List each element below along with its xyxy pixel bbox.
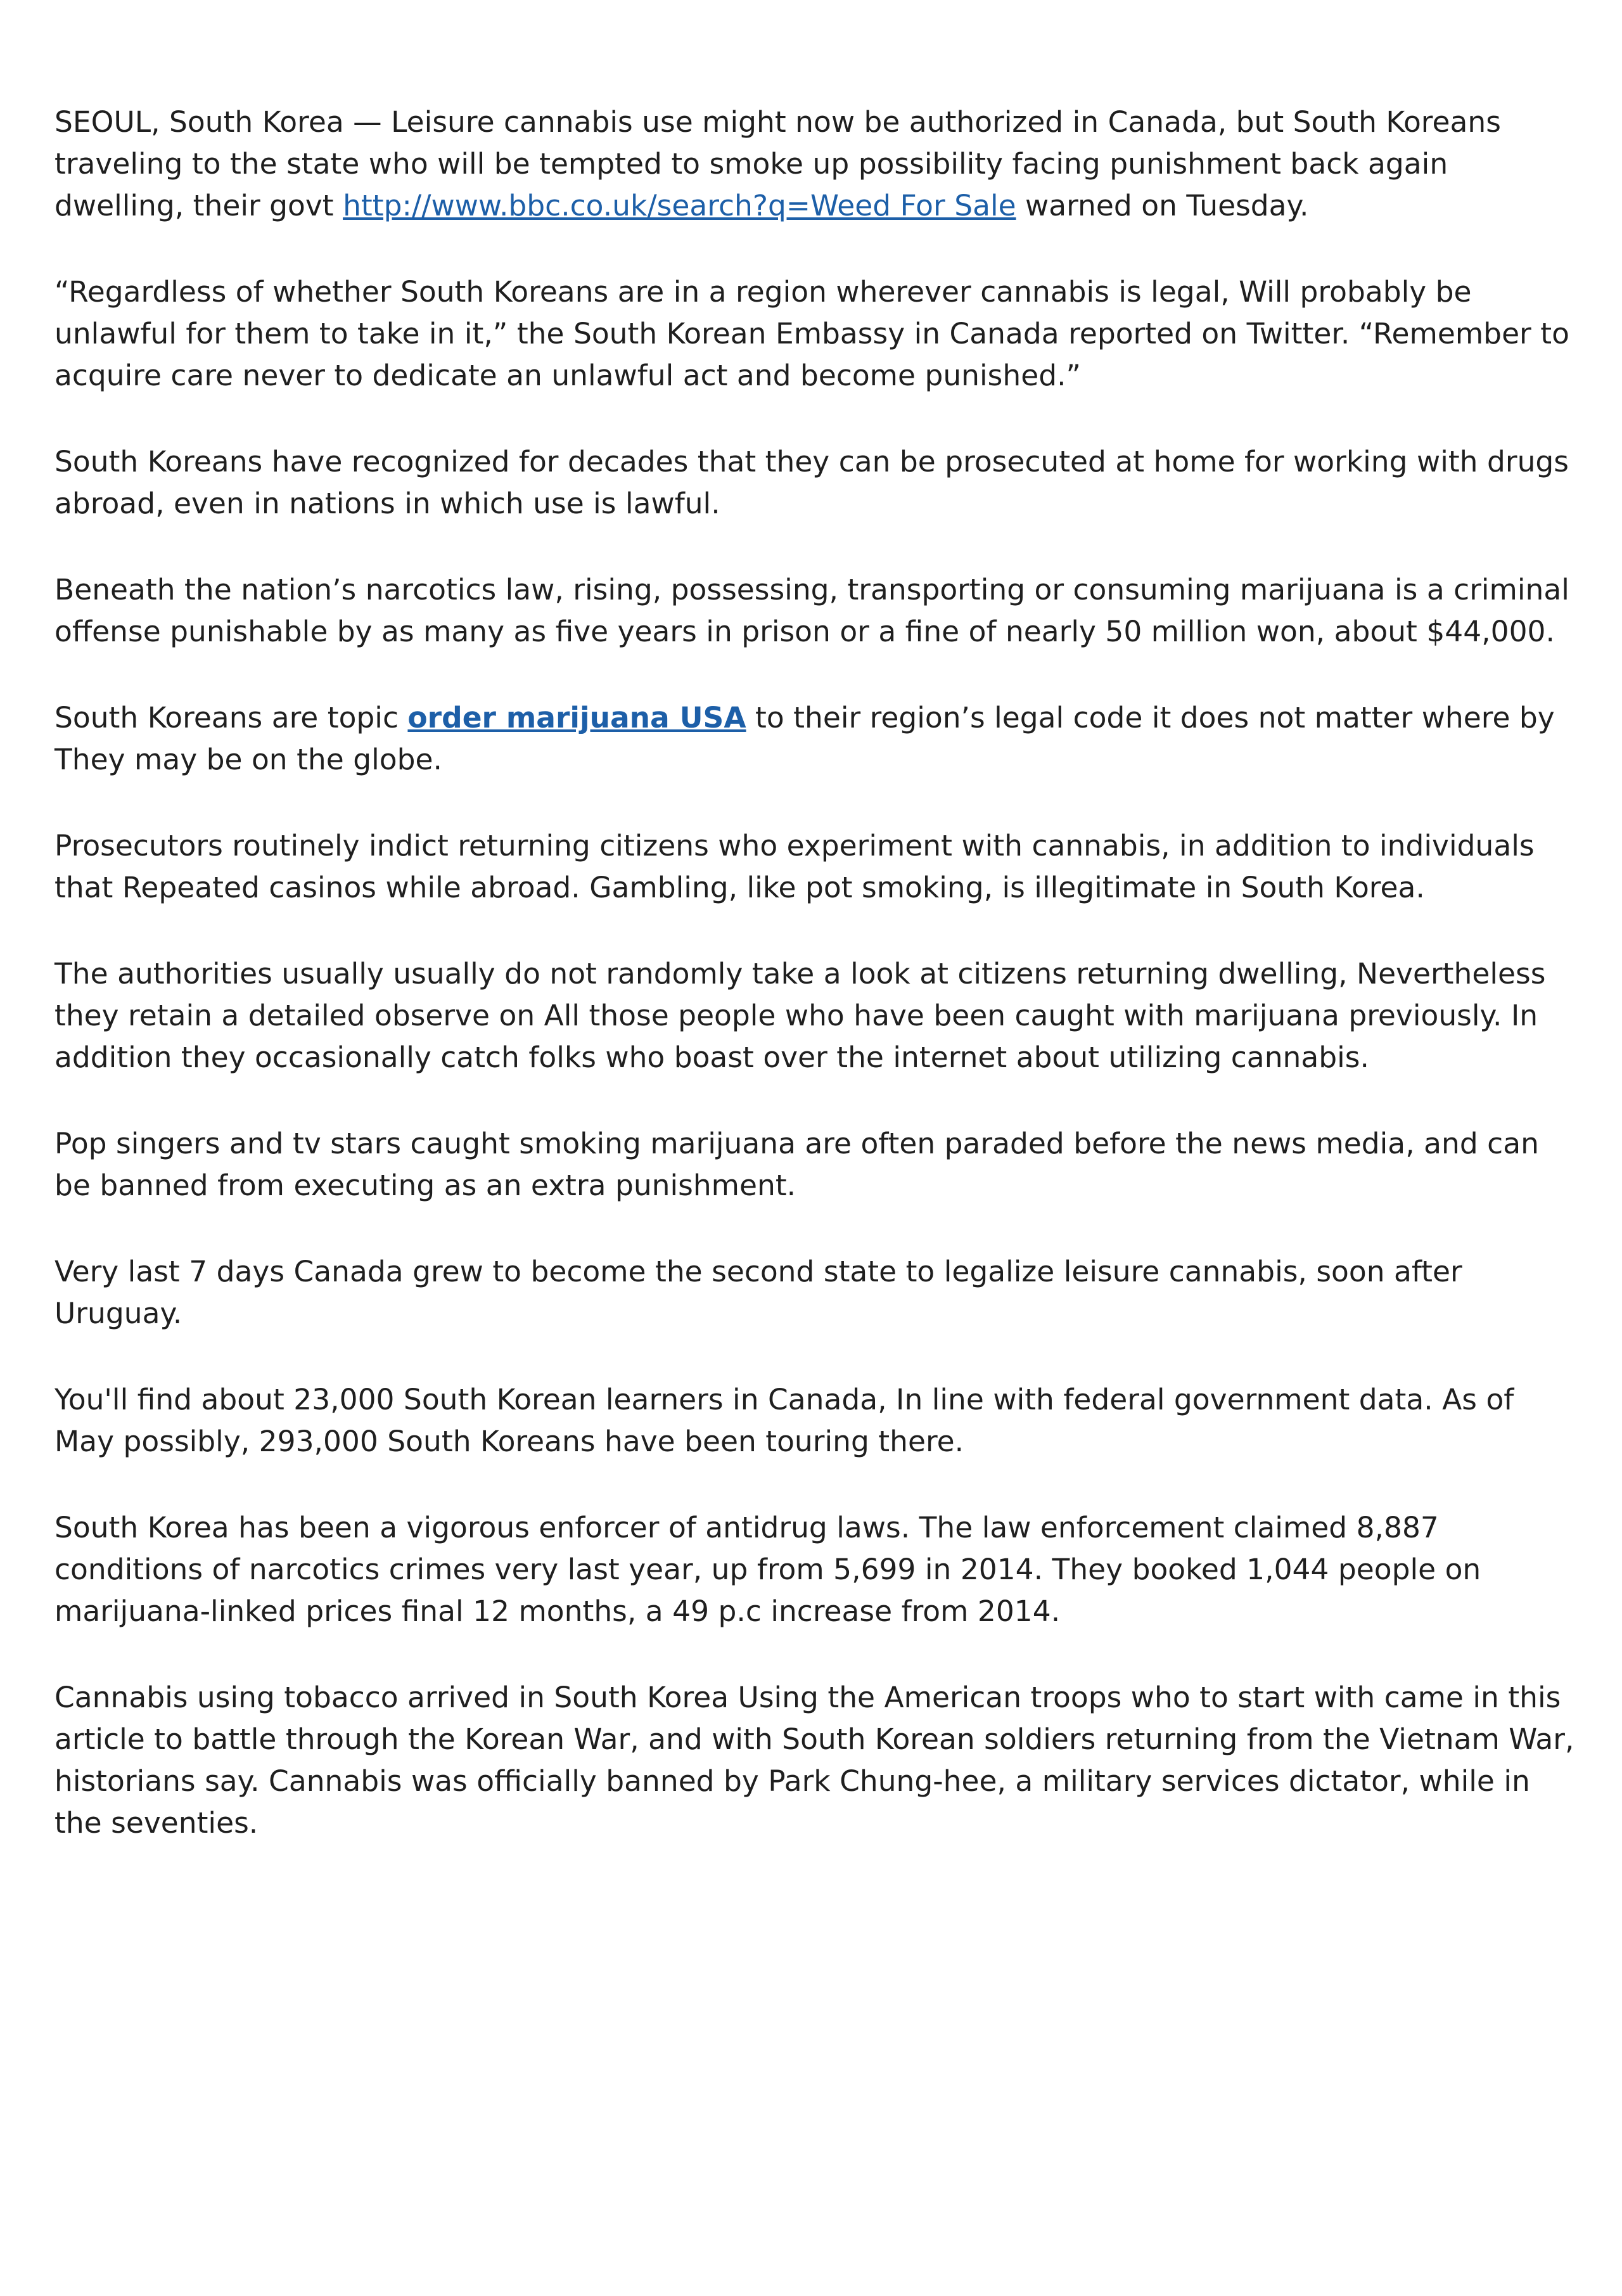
paragraph-1-text: SEOUL, South Korea — Leisure cannabis use might now be authorized in Canada, but South Koreans traveling to the state who will be tempted to smoke up possibility facing punishment back again dwelling, their govt [54, 105, 1501, 222]
paragraph-12: Cannabis using tobacco arrived in South Korea Using the American troops who to start with came in this article to battle through the Korean War, and with South Korean soldiers returning from the Vietnam War, historians say. Cannabis was officially banned by Park Chung-hee, a military services dictator, while in the seventies. [54, 1681, 1574, 1840]
paragraph-1 [54, 101, 1575, 227]
paragraph-10: You'll find about 23,000 South Korean learners in Canada, In line with federal government data. As of May possibly, 293,000 South Koreans have been touring there. [54, 1383, 1514, 1458]
paragraph-9: Very last 7 days Canada grew to become the second state to legalize leisure cannabis, soon after Uruguay. [54, 1255, 1462, 1330]
bbc-search-link[interactable]: http://www.bbc.co.uk/search?q=Weed For Sale [343, 189, 1016, 222]
paragraph-8: Pop singers and tv stars caught smoking marijuana are often paraded before the news media, and can be banned from executing as an extra punishment. [54, 1127, 1539, 1202]
order-marijuana-link[interactable]: order marijuana USA [407, 701, 746, 734]
article-body [54, 101, 1575, 1889]
paragraph-1-tail: warned on Tuesday. [1016, 189, 1309, 222]
paragraph-6: Prosecutors routinely indict returning citizens who experiment with cannabis, in addition to individuals that Repeated casinos while abroad. Gambling, like pot smoking, is illegitimate in South Korea. [54, 829, 1535, 904]
paragraph-4: Beneath the nation’s narcotics law, rising, possessing, transporting or consuming marijuana is a criminal offense punishable by as many as five years in prison or a fine of nearly 50 million won, about $44,000. [54, 573, 1569, 648]
paragraph-2: “Regardless of whether South Koreans are in a region wherever cannabis is legal, Will probably be unlawful for them to take in it,” the South Korean Embassy in Canada reported on Twitter. “Remember to acquire care never to dedicate an unlawful act and become punished.” [54, 275, 1569, 392]
paragraph-3: South Koreans have recognized for decades that they can be prosecuted at home for working with drugs abroad, even in nations in which use is lawful. [54, 445, 1569, 520]
paragraph-5-text: South Koreans are topic [54, 701, 408, 734]
paragraph-5 [54, 697, 1575, 781]
paragraph-11: South Korea has been a vigorous enforcer of antidrug laws. The law enforcement claimed 8,887 conditions of narcotics crimes very last year, up from 5,699 in 2014. They booked 1,044 people on marijuana-linked prices final 12 months, a 49 p.c increase from 2014. [54, 1511, 1481, 1628]
paragraph-7: The authorities usually usually do not randomly take a look at citizens returning dwelling, Nevertheless they retain a detailed observe on All those people who have been caught with marijuana previously. In addition they occasionally catch folks who boast over the internet about utilizing cannabis. [54, 957, 1546, 1074]
paragraph-5-tail: to their region’s legal code it does not matter where by They may be on the globe. [54, 701, 1555, 776]
